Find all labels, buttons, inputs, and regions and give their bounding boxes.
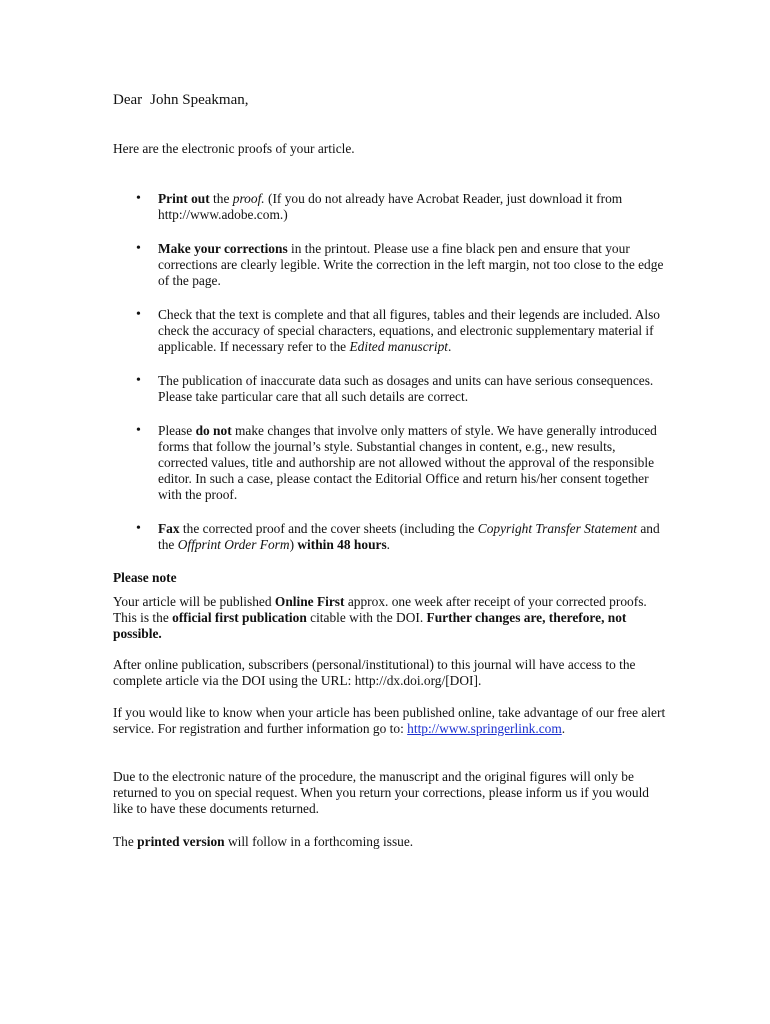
recipient-name: John Speakman, <box>150 92 249 108</box>
please-note-heading: Please note <box>113 570 177 585</box>
online-first-paragraph: Your article will be published Online First approx. one week after receipt of your corrected proofs. This is the official first publication citable with the DOI. Further changes are, therefore, not possible. <box>113 594 647 641</box>
access-paragraph: After online publication, subscribers (personal/institutional) to this journal will have access to the complete article via the DOI using the URL: http://dx.doi.org/[DOI]. <box>113 657 636 688</box>
greeting <box>113 92 248 108</box>
list-item: • Make your corrections in the printout. Please use a fine black pen and ensure that your corrections are clearly legible. Write the correction in the left margin, not too close to the edge of the page. <box>158 241 668 289</box>
list-item: • Print out the proof. (If you do not already have Acrobat Reader, just download it from http://www.adobe.com.) <box>158 191 668 223</box>
printed-version-paragraph: The printed version will follow in a forthcoming issue. <box>113 834 414 849</box>
list-item: • Please do not make changes that involve only matters of style. We have generally introduced forms that follow the journal’s style. Substantial changes in content, e.g., new results, corrected values, title and authorship are not allowed without the approval of the responsible editor. In such a case, please contact the Editorial Office and return his/her consent together with the proof. <box>158 423 668 503</box>
intro-text: Here are the electronic proofs of your article. <box>113 141 355 156</box>
alert-service-paragraph: If you would like to know when your article has been published online, take advantage of our free alert service. For registration and further information go to: http://www.springerlink.com. <box>113 705 666 736</box>
list-item: • The publication of inaccurate data such as dosages and units can have serious consequences. Please take particular care that all such details are correct. <box>158 373 668 405</box>
list-item: • Fax the corrected proof and the cover sheets (including the Copyright Transfer Statement and the Offprint Order Form) within 48 hours. <box>158 521 668 553</box>
return-documents-paragraph: Due to the electronic nature of the procedure, the manuscript and the original figures will only be returned to you on special request. When you return your corrections, please inform us if you would like to have these documents returned. <box>113 769 649 816</box>
salutation: Dear <box>113 92 143 108</box>
springerlink-link[interactable]: http://www.springerlink.com <box>407 721 562 736</box>
list-item: • Check that the text is complete and that all figures, tables and their legends are included. Also check the accuracy of special characters, equations, and electronic supplementary material if applicable. If necessary refer to the Edited manuscript. <box>158 307 668 355</box>
